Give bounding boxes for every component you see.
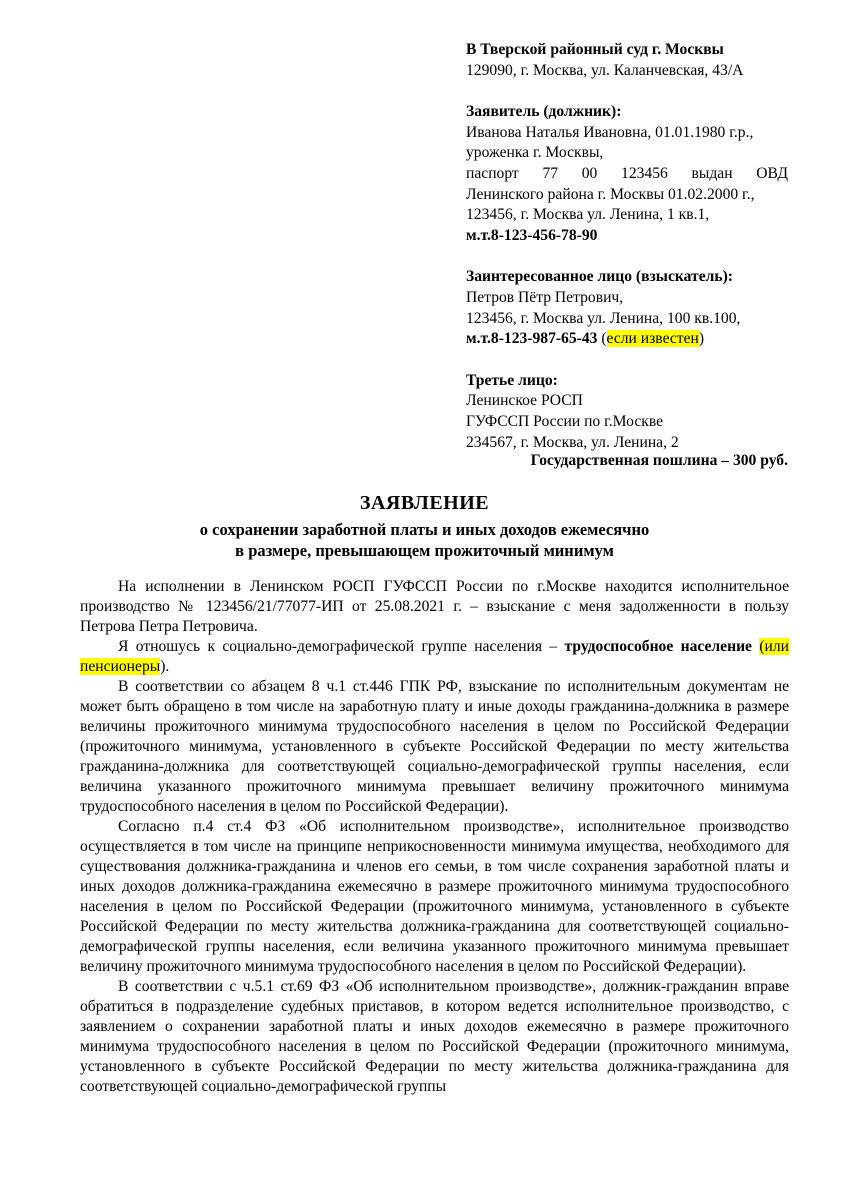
document-title [0, 490, 849, 561]
interested-phone: м.т.8-123-987-65-43 [466, 330, 598, 348]
third-party-line: 234567, г. Москва, ул. Ленина, 2 [466, 433, 679, 451]
applicant-label: Заявитель (должник): [466, 103, 622, 121]
title-main: ЗАЯВЛЕНИЕ [359, 492, 490, 514]
highlight-note: если известен [606, 330, 699, 348]
paragraph: В соответствии со абзацем 8 ч.1 ст.446 ГПК РФ, взыскание по исполнительным документам не может быть обращено в том числе на заработную плату и иные доходы гражданина-должника в размере величины прожиточного минимума трудоспособного населения в целом по Российской Федерации (прожиточного минимума, установленного в субъекте Российской Федерации по месту жительства гражданина-должника для соответствующей социально-демографической группы населения, если величина указанного прожиточного минимума превышает величину прожиточного минимума трудоспособного населения в целом по Российской Федерации). [80, 678, 789, 815]
applicant-line: 123456, г. Москва ул. Ленина, 1 кв.1, [466, 206, 710, 224]
interested-label: Заинтересованное лицо (взыскатель): [466, 268, 733, 286]
third-party-block [466, 371, 788, 453]
document-body [80, 577, 789, 1097]
paragraph: В соответствии с ч.5.1 ст.69 ФЗ «Об исполнительном производстве», должник-гражданин вправе обратиться в подразделение судебных приставов, в котором ведется исполнительное производство, с заявлением о сохранении заработной платы и иных доходов ежемесячно в размере прожиточного минимума трудоспособного населения в целом по Российской Федерации (прожиточного минимума, установленного в субъекте Российской Федерации по месту жительства должника-гражданина для соответствующей социально-демографической группы [80, 978, 789, 1095]
title-sub: о сохранении заработной платы и иных доходов ежемесячно [199, 520, 650, 539]
third-party-line: Ленинское РОСП [466, 392, 583, 410]
court-address: 129090, г. Москва, ул. Каланчевская, 43/А [466, 61, 744, 79]
interested-line: 123456, г. Москва ул. Ленина, 100 кв.100, [466, 309, 741, 327]
text-run: ). [160, 658, 170, 675]
court-block [466, 40, 788, 81]
text-run: Я отношусь к социально-демографической группе населения – [118, 638, 565, 655]
note-open: ( [597, 330, 607, 348]
bold-term: трудоспособное население [564, 638, 752, 655]
interested-line: Петров Пётр Петрович, [466, 288, 624, 306]
paragraph-group [80, 637, 789, 677]
interested-phone-line [466, 329, 788, 350]
applicant-passport: паспорт 77 00 123456 выдан ОВД [466, 164, 788, 182]
state-fee: Государственная пошлина – 300 руб. [530, 452, 788, 469]
note-close: ) [698, 330, 705, 348]
applicant-line: Ленинского района г. Москвы 01.02.2000 г., [466, 185, 755, 203]
title-sub: в размере, превышающем прожиточный минимум [235, 541, 614, 560]
highlight-note: (или пенсионеры [80, 638, 789, 675]
court-name: В Тверской районный суд г. Москвы [466, 41, 724, 58]
paragraph: На исполнении в Ленинском РОСП ГУФССП России по г.Москве находится исполнительное производство № 123456/21/77077-ИП от 25.08.2021 г. – взыскание с меня задолженности в пользу Петрова Петра Петровича. [80, 578, 789, 635]
interested-block [466, 267, 788, 349]
paragraph: Согласно п.4 ст.4 ФЗ «Об исполнительном производстве», исполнительное производство осуществляется в том числе на принципе неприкосновенности минимума имущества, необходимого для существования должника-гражданина и членов его семьи, в том числе сохранения заработной платы и иных доходов должника-гражданина ежемесячно в размере прожиточного минимума трудоспособного населения в целом по Российской Федерации (прожиточного минимума, установленного в субъекте Российской Федерации по месту жительства должника-гражданина для соответствующей социально-демографической группы населения, если величина указанного прожиточного минимума превышает величину прожиточного минимума трудоспособного населения в целом по Российской Федерации). [80, 818, 789, 975]
third-party-line: ГУФССП России по г.Москве [466, 412, 664, 430]
third-party-label: Третье лицо: [466, 371, 558, 389]
applicant-phone: м.т.8-123-456-78-90 [466, 226, 598, 244]
applicant-line: Иванова Наталья Ивановна, 01.01.1980 г.р., [466, 123, 754, 141]
applicant-block [466, 102, 788, 246]
applicant-line: уроженка г. Москвы, [466, 144, 604, 162]
header-block [466, 40, 788, 474]
